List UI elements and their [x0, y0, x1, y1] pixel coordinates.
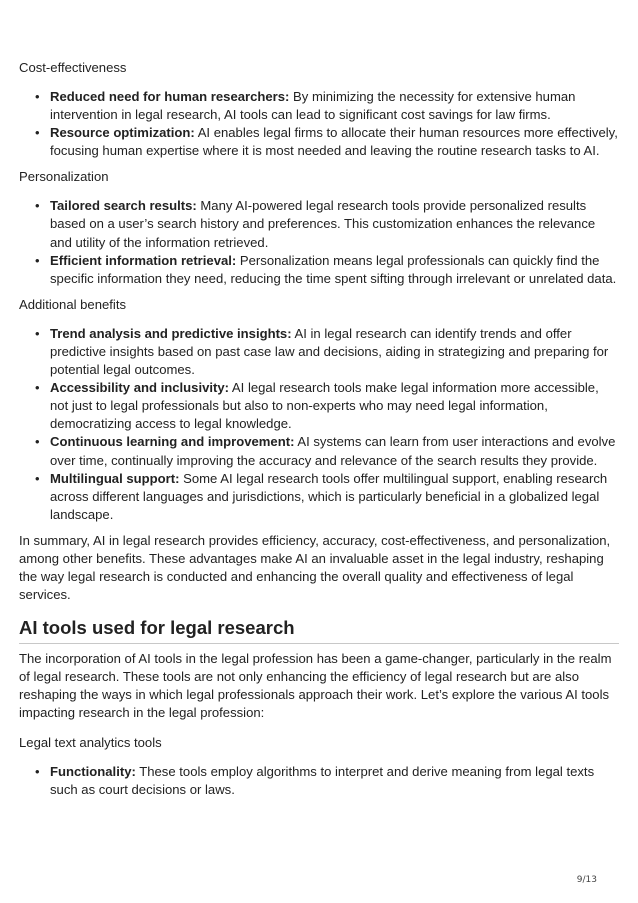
bullet-icon: •: [35, 470, 40, 486]
list-item: [19, 197, 619, 251]
list-item: [19, 379, 619, 433]
bullet-icon: •: [35, 380, 40, 396]
intro-paragraph: The incorporation of AI tools in the legal profession has been a game-changer, particularly in the realm of legal research. These tools are not only enhancing the efficiency of legal research but are also reshaping the ways in which legal professionals approach their work. Let’s explore the various AI tools impacting research in the legal profession:: [19, 650, 612, 721]
bullet-icon: •: [35, 763, 40, 779]
section-heading: Legal text analytics tools: [19, 734, 162, 750]
bullet-icon: •: [35, 434, 40, 450]
bullet-icon: •: [35, 125, 40, 141]
section-additional-benefits: [19, 296, 619, 524]
item-text: AI in legal research can identify trends and offer predictive insights based on past case law and decisions, aiding in strategizing and preparing for potential legal outcomes.: [50, 325, 609, 378]
page-number: 9/13: [576, 875, 597, 885]
item-term: Resource optimization:: [50, 125, 195, 141]
bullet-list: [19, 197, 619, 287]
item-term: Multilingual support:: [50, 470, 180, 486]
item-term: Tailored search results:: [50, 198, 197, 214]
item-term: Efficient information retrieval:: [50, 252, 237, 268]
list-item: [19, 470, 619, 524]
bullet-icon: •: [35, 325, 40, 341]
section-personalization: [19, 168, 619, 287]
bullet-icon: •: [35, 198, 40, 214]
bullet-list: [19, 325, 619, 524]
section-legal-text-analytics: [19, 734, 619, 799]
item-text: These tools employ algorithms to interpret and derive meaning from legal texts such as court decisions or laws.: [50, 763, 595, 797]
bullet-list: [19, 763, 619, 799]
list-item: [19, 433, 619, 469]
item-text: AI systems can learn from user interactions and evolve over time, continually improving the accuracy and relevance of the search results they provide.: [50, 434, 616, 468]
bullet-list: [19, 88, 619, 160]
item-term: Trend analysis and predictive insights:: [50, 325, 292, 341]
item-text: By minimizing the necessity for extensive human intervention in legal research, AI tools can lead to significant cost savings for law firms.: [50, 89, 576, 123]
document-page: [19, 59, 619, 807]
bullet-icon: •: [35, 252, 40, 268]
item-text: Many AI-powered legal research tools provide personalized results based on a user’s search history and preferences. This customization enhances the relevance and utility of the information retrieved.: [50, 198, 596, 250]
list-item: [19, 325, 619, 379]
item-term: Functionality:: [50, 763, 136, 779]
item-term: Accessibility and inclusivity:: [50, 380, 230, 396]
section-heading: Additional benefits: [19, 296, 127, 312]
summary-paragraph: In summary, AI in legal research provides efficiency, accuracy, cost-effectiveness, and personalization, among other benefits. These advantages make AI an invaluable asset in the legal industry, reshaping the way legal research is conducted and enhancing the overall quality and effectiveness of legal services.: [19, 532, 611, 603]
list-item: [19, 88, 619, 124]
section-cost-effectiveness: [19, 59, 619, 160]
item-text: Some AI legal research tools offer multilingual support, enabling research across different languages and jurisdictions, which is particularly beneficial in a globalized legal landscape.: [50, 470, 608, 522]
section-heading: Personalization: [19, 169, 109, 185]
list-item: [19, 763, 619, 799]
list-item: [19, 252, 619, 288]
item-term: Continuous learning and improvement:: [50, 434, 295, 450]
list-item: [19, 124, 619, 160]
item-text: Personalization means legal professionals can quickly find the specific information they need, reducing the time spent sifting through irrelevant or unrelated data.: [50, 252, 617, 286]
section-title: AI tools used for legal research: [19, 616, 619, 644]
item-term: Reduced need for human researchers:: [50, 89, 290, 104]
item-text: AI legal research tools make legal information more accessible, not just to legal professionals but also to non-experts who may need legal information, democratizing access to legal knowledge.: [50, 380, 599, 432]
bullet-icon: •: [35, 89, 40, 104]
section-heading: Cost-effectiveness: [19, 60, 127, 75]
item-text: AI enables legal firms to allocate their human resources more effectively, focusing human expertise where it is most needed and leaving the routine research tasks to AI.: [50, 125, 618, 159]
